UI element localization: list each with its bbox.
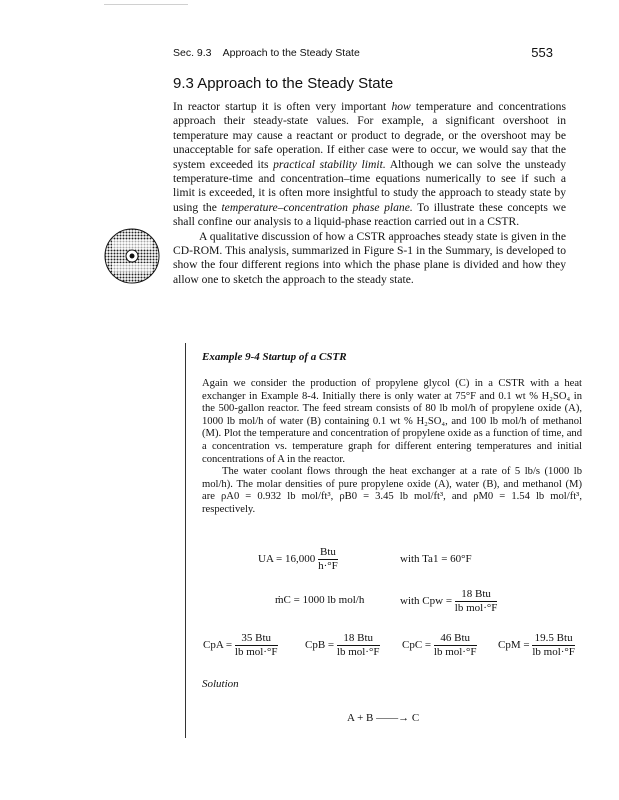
header-section-title: Approach to the Steady State [222, 47, 360, 59]
example-paragraph-2: The water coolant flows through the heat exchanger at a rate of 5 lb/s (1000 lb mol/h). The molar densities of pure propylene oxide (A), water (B), and methanol (M) are ρA0 = 0.932 lb mol/ft³, ρB0 = 3.45 lb mol/ft³, and ρM0 = 1.54 lb mol/ft³, respectively. [202, 466, 582, 515]
equation-cpw: with Cpw = $\frac{\text{18 Btu}}{\text{lb mol·°F}}$ [400, 588, 498, 614]
header-section: Sec. 9.3 [173, 47, 212, 59]
intro-text [173, 100, 566, 287]
intro-paragraph-1: In reactor startup it is often very important how temperature and concentrations approach their steady-state values. For example, a significant overshoot in temperature may cause a reactant or product to degrade, or the overshoot may be unacceptable for safe operation. If either case were to occur, we would say that the system exceeded its practical stability limit. Although we can solve the unsteady temperature-time and concentration–time equations numerically to see if such a limit is exceeded, it is often more insightful to study the approach to steady state by using the temperature–concentration phase plane. To illustrate these concepts we shall confine our analysis to a liquid-phase reaction carried out in a CSTR. [173, 100, 566, 229]
intro-paragraph-2: A qualitative discussion of how a CSTR approaches steady state is given in the CD-ROM. This analysis, summarized in Figure S-1 in the Summary, is developed to show the four different regions into which the phase plane is divided and how they allow one to sketch the approach to the steady state. [173, 229, 566, 286]
running-header [173, 47, 360, 59]
reaction-equation: A + B ——→ C [347, 712, 420, 724]
example-paragraph-1: Again we consider the production of propylene glycol (C) in a CSTR with a heat exchanger in Example 8-4. Initially there is only water at 75°F and 0.1 wt % H₂SO₄ in the 500-gallon reactor. The feed stream consists of 80 lb mol/h of propylene oxide (A), 1000 lb mol/h of water (B) containing 0.1 wt % H₂SO₄, and 100 lb mol/h of methanol (M). Plot the temperature and concentration of propylene oxide as a function of time, and a concentration vs. temperature graph for different entering temperatures and initial concentrations of A in the reactor. [202, 378, 582, 465]
top-rule [104, 4, 188, 5]
equation-ua: UA = 16,000 $\frac{\text{Btu}}{h\cdot^\circ F}$ [258, 546, 338, 572]
cp-a: CpA = $\frac{\text{35 Btu}}{\text{lb mol·°F}}$ [203, 632, 278, 658]
cp-c: CpC = $\frac{\text{46 Btu}}{\text{lb mol·°F}}$ [402, 632, 477, 658]
example-margin-rule [185, 343, 186, 738]
solution-label: Solution [202, 678, 239, 690]
example-text [202, 378, 582, 517]
section-title: 9.3 Approach to the Steady State [173, 75, 394, 92]
equation-mc: ṁC = 1000 lb mol/h [275, 594, 365, 606]
equation-ta: with Ta1 = 60°F [400, 553, 472, 565]
cd-rom-icon [104, 228, 160, 284]
page-number: 553 [531, 45, 553, 60]
example-title: Example 9-4 Startup of a CSTR [202, 351, 347, 363]
cp-m: CpM = $\frac{\text{19.5 Btu}}{\text{lb mol·°F}}$ [498, 632, 575, 658]
cp-b: CpB = $\frac{\text{18 Btu}}{\text{lb mol·°F}}$ [305, 632, 380, 658]
